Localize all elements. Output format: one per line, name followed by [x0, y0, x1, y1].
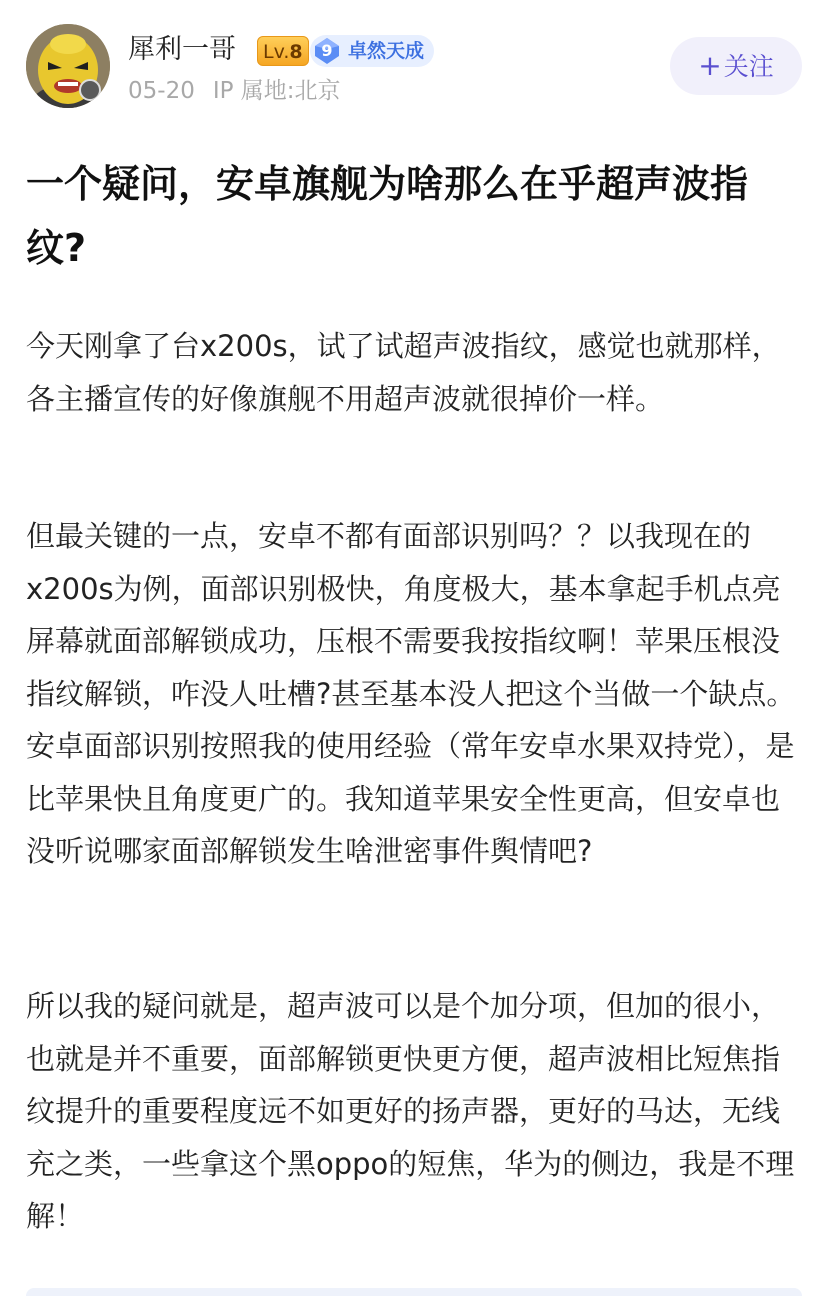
- plus-icon: +: [698, 49, 722, 82]
- post-meta: [128, 76, 341, 106]
- post-header: [0, 0, 828, 130]
- next-card-edge: [26, 1288, 802, 1296]
- member-level: 9: [321, 41, 333, 60]
- post-title: 一个疑问，安卓旗舰为啥那么在乎超声波指纹?: [26, 162, 749, 270]
- post-paragraph: 所以我的疑问就是，超声波可以是个加分项，但加的很小，也就是并不重要，面部解锁更快更方便，超声波相比短焦指纹提升的重要程度远不如更好的扬声器，更好的马达，无线充之类，一些拿这个黑oppo的短焦，华为的侧边，我是不理解！: [26, 989, 795, 1233]
- follow-button-label: 关注: [723, 52, 774, 81]
- ip-location: IP 属地:北京: [212, 78, 341, 104]
- level-number: 8: [289, 41, 303, 63]
- level-badge: [257, 36, 309, 66]
- level-prefix: Lv.: [263, 41, 290, 63]
- post-paragraph: 但最关键的一点，安卓不都有面部识别吗？？以我现在的x200s为例，面部识别极快，角度极大，基本拿起手机点亮屏幕就面部解锁成功，压根不需要我按指纹啊！苹果压根没指纹解锁，咋没人吐槽?甚至基本没人把这个当做一个缺点。安卓面部识别按照我的使用经验（常年安卓水果双持党），是比苹果快且角度更广的。我知道苹果安全性更高，但安卓也没听说哪家面部解锁发生啥泄密事件舆情吧?: [26, 519, 796, 868]
- member-badge[interactable]: [310, 35, 434, 67]
- post-date: 05-20: [128, 78, 195, 104]
- post-paragraph: 今天刚拿了台x200s，试了试超声波指纹，感觉也就那样，各主播宣传的好像旗舰不用超声波就很掉价一样。: [26, 329, 781, 416]
- follow-button[interactable]: [670, 37, 802, 95]
- cartoon-avatar-icon: [26, 24, 110, 108]
- member-title: 卓然天成: [348, 40, 425, 62]
- author-name[interactable]: 犀利一哥: [128, 34, 236, 65]
- author-avatar[interactable]: [26, 24, 110, 108]
